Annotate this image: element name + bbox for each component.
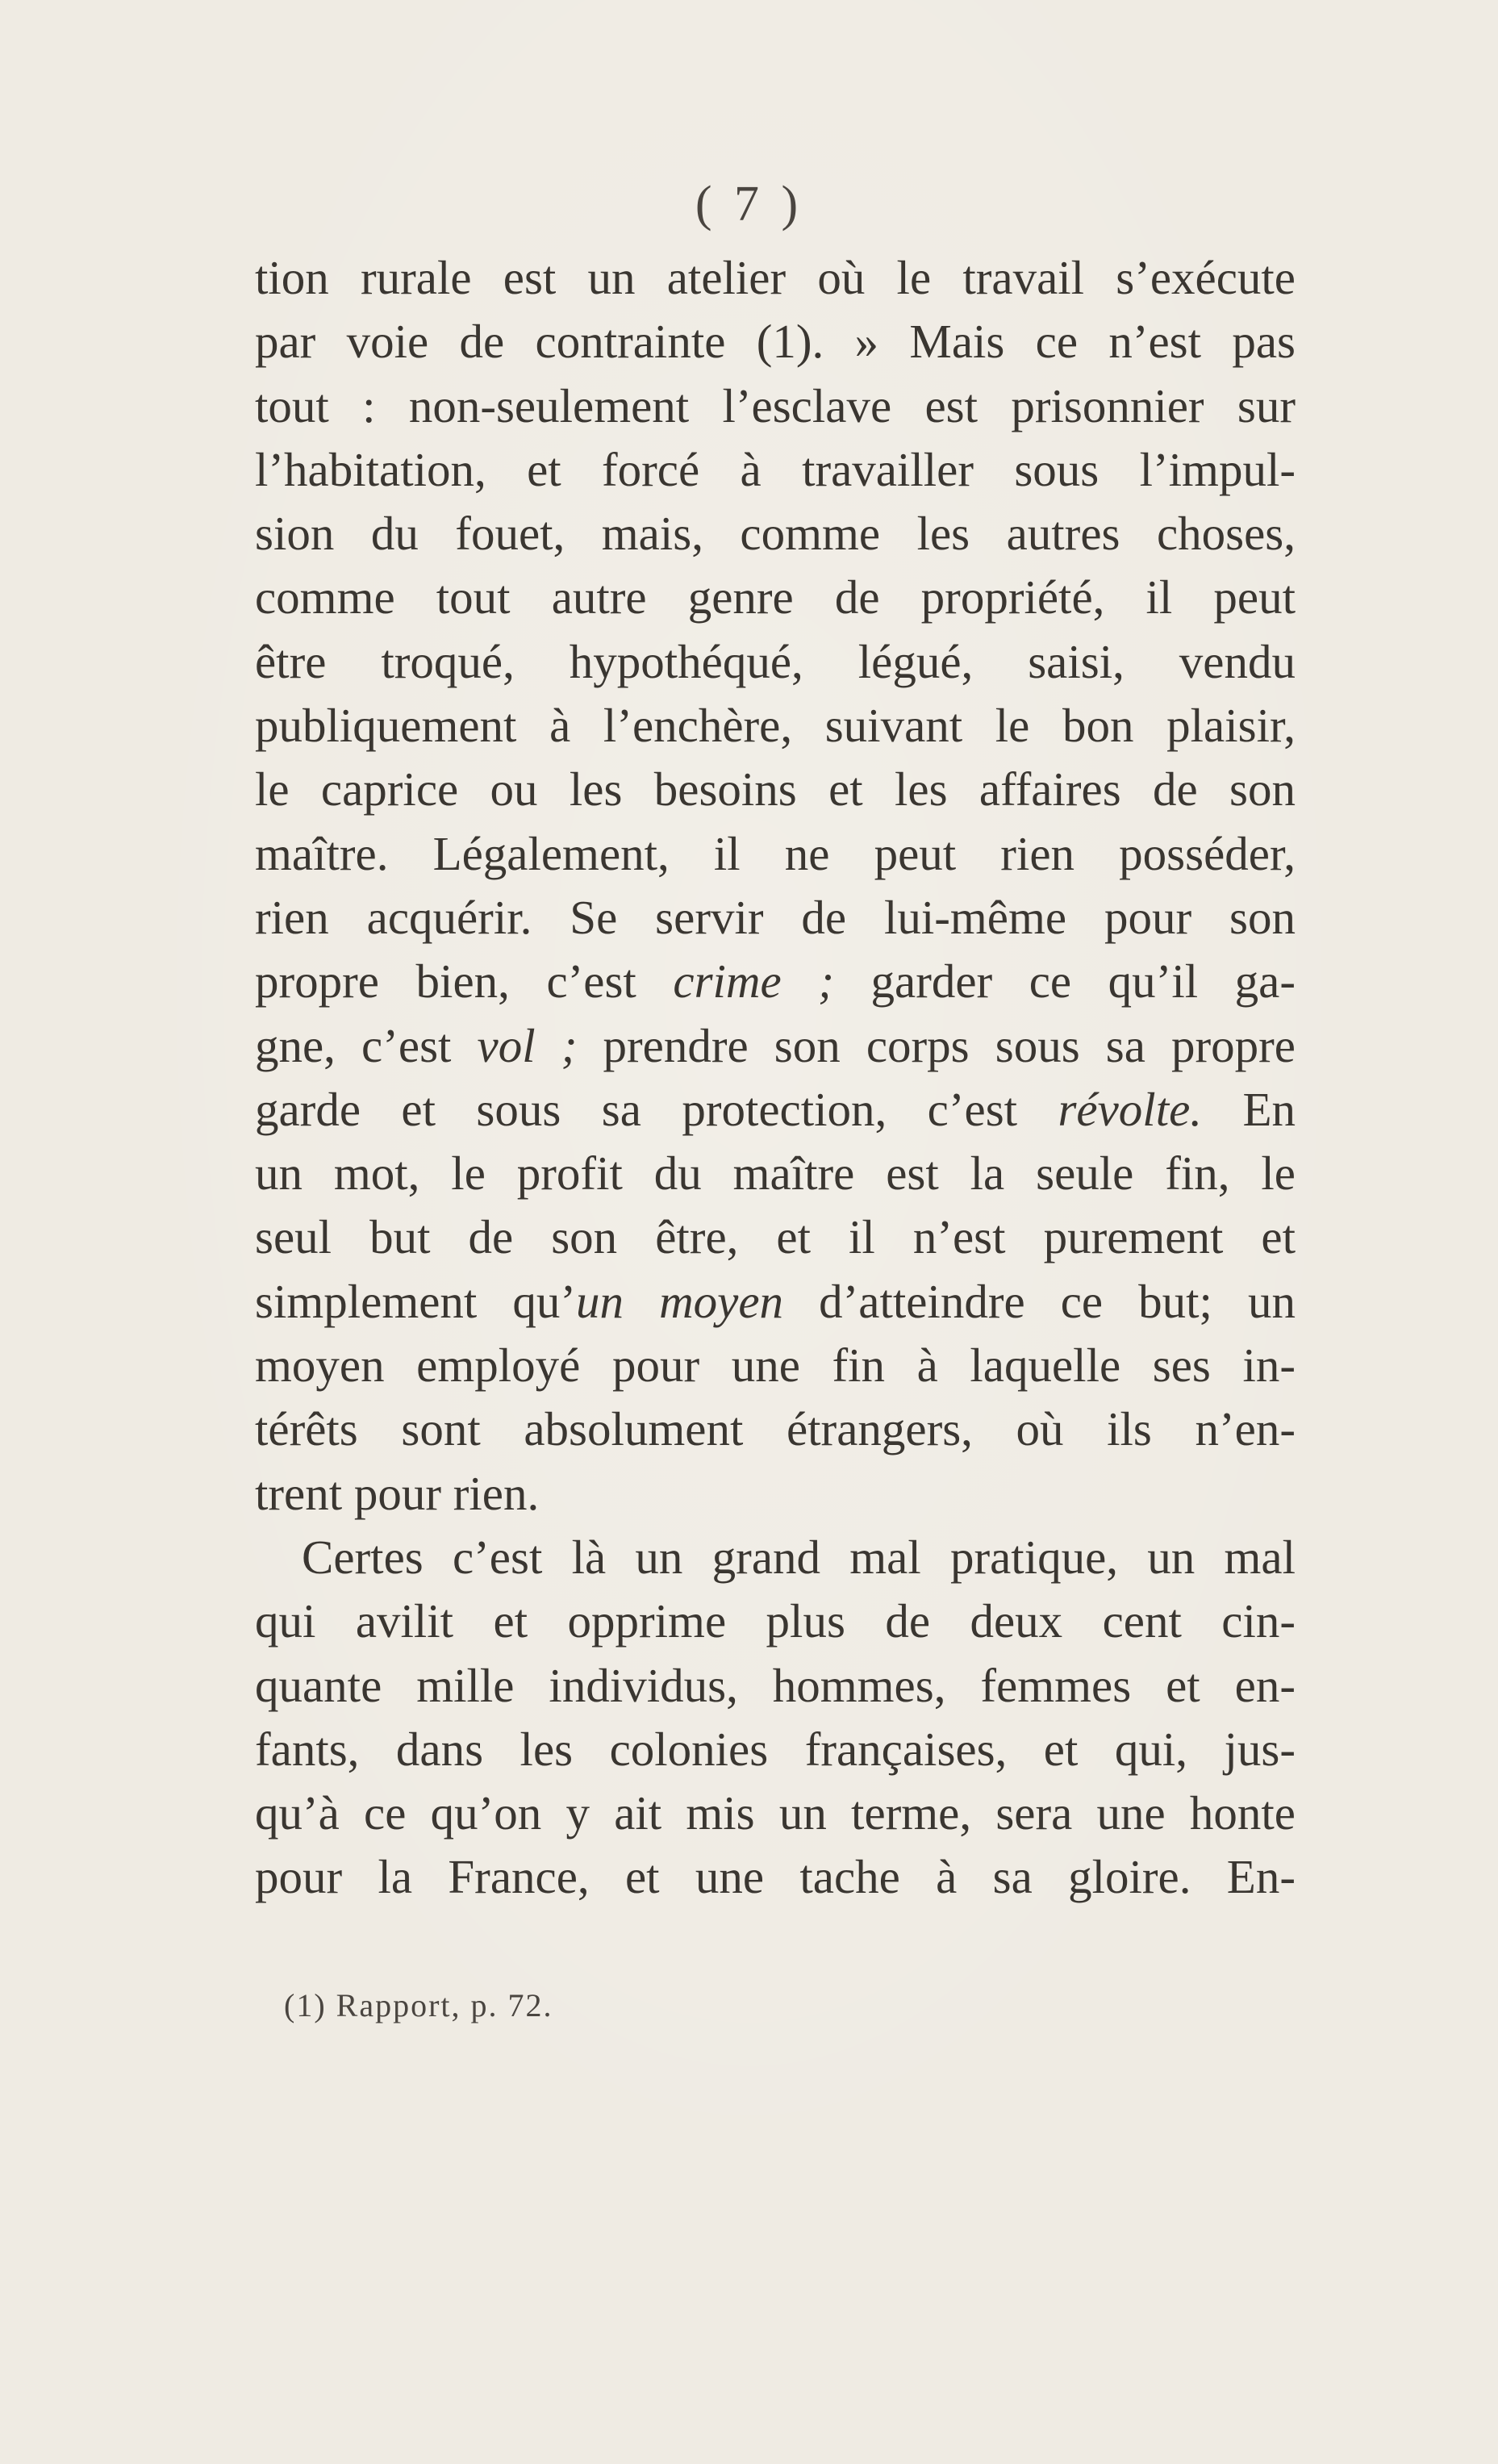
text-line: sion du fouet, mais, comme les autres choses, bbox=[255, 507, 1296, 561]
text-line: qui avilit et opprime plus de deux cent cin- bbox=[255, 1594, 1296, 1648]
text-line: Certes c’est là un grand mal pratique, un mal bbox=[302, 1530, 1296, 1584]
text-line: pour la France, et une tache à sa gloire. En- bbox=[255, 1850, 1296, 1904]
text-line: tion rurale est un atelier où le travail s’exécute bbox=[255, 251, 1296, 304]
paragraph-1 bbox=[255, 246, 1296, 1526]
text-line: trent pour rien. bbox=[255, 1466, 540, 1520]
text-line: propre bien, c’est crime ; garder ce qu’il ga- bbox=[255, 954, 1296, 1009]
text-line: tout : non-seulement l’esclave est prisonnier sur bbox=[255, 378, 1296, 432]
text-line: fants, dans les colonies françaises, et qui, jus- bbox=[255, 1722, 1296, 1776]
paragraph-2 bbox=[255, 1526, 1296, 1910]
text-line: simplement qu’un moyen d’atteindre ce but; un bbox=[255, 1274, 1296, 1328]
italic-word: crime ; bbox=[673, 954, 834, 1009]
italic-word: révolte. bbox=[1058, 1082, 1203, 1136]
text-line: qu’à ce qu’on y ait mis un terme, sera une honte bbox=[255, 1786, 1296, 1840]
text-line: moyen employé pour une fin à laquelle ses in- bbox=[255, 1338, 1296, 1393]
text-line: rien acquérir. Se servir de lui-même pour son bbox=[255, 890, 1296, 944]
text-line: l’habitation, et forcé à travailler sous l’impul- bbox=[255, 442, 1296, 496]
text-line: térêts sont absolument étrangers, où ils n’en- bbox=[255, 1402, 1296, 1456]
italic-word: un moyen bbox=[576, 1274, 784, 1328]
text-line: comme tout autre genre de propriété, il peut bbox=[255, 570, 1296, 624]
footnote: (1) Rapport, p. 72. bbox=[284, 1987, 553, 2023]
page-number: ( 7 ) bbox=[695, 177, 803, 232]
text-line: un mot, le profit du maître est la seule fin, le bbox=[255, 1146, 1296, 1201]
text-line: être troqué, hypothéqué, légué, saisi, vendu bbox=[255, 634, 1296, 688]
text-line: maître. Légalement, il ne peut rien posséder, bbox=[255, 826, 1296, 880]
text-line: le caprice ou les besoins et les affaires de son bbox=[255, 762, 1296, 816]
text-line: quante mille individus, hommes, femmes et en- bbox=[255, 1658, 1296, 1712]
italic-word: vol ; bbox=[477, 1018, 578, 1072]
text-line: publiquement à l’enchère, suivant le bon plaisir, bbox=[255, 699, 1296, 753]
text-line: seul but de son être, et il n’est purement et bbox=[255, 1210, 1296, 1264]
body-text bbox=[255, 246, 1296, 1910]
text-line: garde et sous sa protection, c’est révolte. En bbox=[255, 1082, 1296, 1136]
text-line: gne, c’est vol ; prendre son corps sous sa propre bbox=[255, 1018, 1296, 1072]
text-line: par voie de contrainte (1). » Mais ce n’est pas bbox=[255, 315, 1296, 369]
